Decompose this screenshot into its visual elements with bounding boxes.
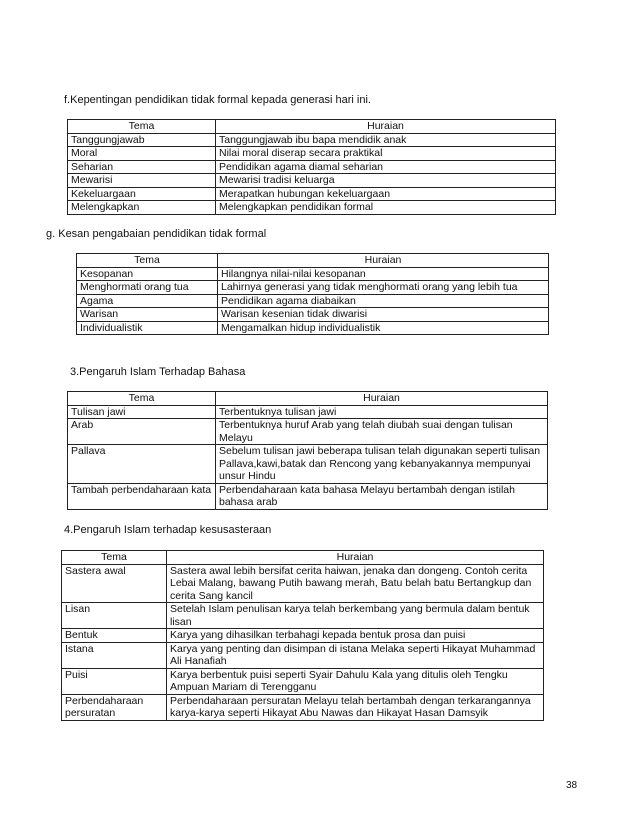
section-f-heading: f.Kepentingan pendidikan tidak formal kepada generasi hari ini. [64, 94, 371, 106]
table-row [68, 419, 548, 445]
table-row [62, 642, 544, 668]
tema-cell: Agama [77, 294, 218, 308]
table-row [68, 160, 556, 174]
tema-cell: Tambah perbendaharaan kata [68, 483, 216, 509]
huraian-cell: Terbentuknya huruf Arab yang telah diubah suai dengan tulisan Melayu [216, 419, 548, 445]
table-row [68, 174, 556, 188]
tema-cell: Lisan [62, 603, 167, 629]
huraian-cell: Pendidikan agama diabaikan [218, 294, 549, 308]
huraian-cell: Lahirnya generasi yang tidak menghormati orang yang lebih tua [218, 281, 549, 295]
tema-cell: Menghormati orang tua [77, 281, 218, 295]
table-row [68, 133, 556, 147]
table-row [68, 445, 548, 484]
huraian-cell: Karya yang penting dan disimpan di istana Melaka seperti Hikayat Muhammad Ali Hanafiah [167, 642, 544, 668]
tema-cell: Kekeluargaan [68, 187, 216, 201]
table-row [77, 281, 549, 295]
huraian-cell: Sebelum tulisan jawi beberapa tulisan telah digunakan seperti tulisan Pallava,kawi,batak dan Rencong yang kebanyakannya mempunyai unsur Hindu [216, 445, 548, 484]
col-huraian-header: Huraian [167, 551, 544, 565]
col-huraian-header: Huraian [216, 120, 556, 134]
tema-cell: Sastera awal [62, 564, 167, 603]
table-row [77, 267, 549, 281]
huraian-cell: Mengamalkan hidup individualistik [218, 321, 549, 335]
table-header-row [62, 551, 544, 565]
section-f-table [67, 119, 556, 215]
huraian-cell: Tanggungjawab ibu bapa mendidik anak [216, 133, 556, 147]
page-number: 38 [566, 780, 578, 791]
table-row [77, 321, 549, 335]
huraian-cell: Perbendaharaan kata bahasa Melayu bertambah dengan istilah bahasa arab [216, 483, 548, 509]
table-header-row [68, 120, 556, 134]
table-row [68, 147, 556, 161]
tema-cell: Individualistik [77, 321, 218, 335]
table-row [62, 629, 544, 643]
tema-cell: Warisan [77, 308, 218, 322]
table-row [68, 187, 556, 201]
col-huraian-header: Huraian [218, 254, 549, 268]
tema-cell: Seharian [68, 160, 216, 174]
huraian-cell: Karya berbentuk puisi seperti Syair Dahulu Kala yang ditulis oleh Tengku Ampuan Mariam di Terengganu [167, 668, 544, 694]
huraian-cell: Perbendaharaan persuratan Melayu telah bertambah dengan terkarangannya karya-karya seperti Hikayat Abu Nawas dan Hikayat Hasan Damsyik [167, 694, 544, 720]
huraian-cell: Hilangnya nilai-nilai kesopanan [218, 267, 549, 281]
table-header-row [68, 392, 548, 406]
table-row [68, 405, 548, 419]
tema-cell: Puisi [62, 668, 167, 694]
table-row [68, 483, 548, 509]
tema-cell: Melengkapkan [68, 201, 216, 215]
table-row [77, 294, 549, 308]
col-tema-header: Tema [77, 254, 218, 268]
huraian-cell: Merapatkan hubungan kekeluargaan [216, 187, 556, 201]
table-row [62, 564, 544, 603]
huraian-cell: Warisan kesenian tidak diwarisi [218, 308, 549, 322]
table-row [62, 668, 544, 694]
table-row [77, 308, 549, 322]
huraian-cell: Nilai moral diserap secara praktikal [216, 147, 556, 161]
table-row [62, 694, 544, 720]
tema-cell: Tulisan jawi [68, 405, 216, 419]
section-g-heading: g. Kesan pengabaian pendidikan tidak formal [46, 228, 267, 240]
huraian-cell: Terbentuknya tulisan jawi [216, 405, 548, 419]
huraian-cell: Melengkapkan pendidikan formal [216, 201, 556, 215]
section-g-table [76, 253, 549, 335]
tema-cell: Arab [68, 419, 216, 445]
tema-cell: Kesopanan [77, 267, 218, 281]
tema-cell: Bentuk [62, 629, 167, 643]
tema-cell: Perbendaharaan persuratan [62, 694, 167, 720]
col-tema-header: Tema [68, 120, 216, 134]
table-row [62, 603, 544, 629]
section-4-table [61, 550, 544, 721]
tema-cell: Tanggungjawab [68, 133, 216, 147]
tema-cell: Moral [68, 147, 216, 161]
tema-cell: Istana [62, 642, 167, 668]
section-3-table [67, 391, 548, 510]
huraian-cell: Sastera awal lebih bersifat cerita haiwan, jenaka dan dongeng. Contoh cerita Lebai Malang, bawang Putih bawang merah, Batu belah batu Bertangkup dan cerita Sang kancil [167, 564, 544, 603]
huraian-cell: Pendidikan agama diamal seharian [216, 160, 556, 174]
col-huraian-header: Huraian [216, 392, 548, 406]
table-header-row [77, 254, 549, 268]
tema-cell: Pallava [68, 445, 216, 484]
huraian-cell: Mewarisi tradisi keluarga [216, 174, 556, 188]
huraian-cell: Karya yang dihasilkan terbahagi kepada bentuk prosa dan puisi [167, 629, 544, 643]
table-row [68, 201, 556, 215]
huraian-cell: Setelah Islam penulisan karya telah berkembang yang bermula dalam bentuk lisan [167, 603, 544, 629]
tema-cell: Mewarisi [68, 174, 216, 188]
col-tema-header: Tema [68, 392, 216, 406]
section-4-heading: 4.Pengaruh Islam terhadap kesusasteraan [64, 524, 272, 536]
section-3-heading: 3.Pengaruh Islam Terhadap Bahasa [70, 366, 246, 378]
col-tema-header: Tema [62, 551, 167, 565]
